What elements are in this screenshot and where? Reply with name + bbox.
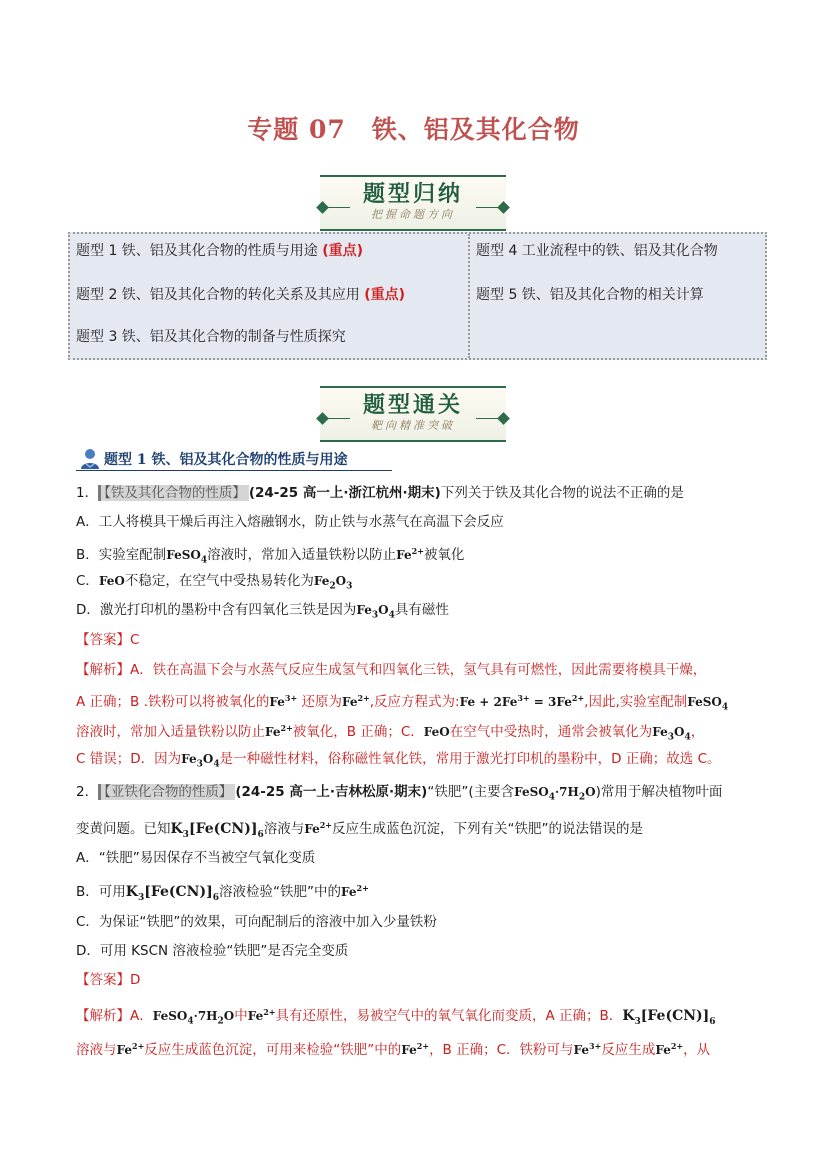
- q2-option-b[interactable]: B．可用$K_3[Fe(CN)]_6$溶液检验“铁肥”中的$Fe^{2+}$: [76, 883, 369, 903]
- type-item-2[interactable]: [76, 284, 405, 304]
- section-banner-practice: [314, 386, 512, 438]
- type-item-1[interactable]: [76, 240, 363, 260]
- q1-explanation-line: 溶液时，常加入适量铁粉以防止$Fe^{2+}$被氧化，B 正确；C．FeO在空气中受热时，通常会被氧化为$Fe_3O_4$，: [76, 723, 705, 743]
- key-badge: (重点): [364, 287, 406, 303]
- q1-source: (24-25 高一上·浙江杭州·期末): [248, 485, 441, 501]
- q1-answer: 【答案】C: [76, 632, 140, 648]
- q2-explanation-line: 溶液与$Fe^{2+}$反应生成蓝色沉淀，可用来检验“铁肥”中的$Fe^{2+}$，B 正确；C．铁粉可与$Fe^{3+}$反应生成$Fe^{2+}$，从: [76, 1041, 711, 1058]
- q2-tag: 【亚铁化合物的性质】: [98, 784, 235, 800]
- banner-line: [476, 418, 498, 419]
- type-label: 题型 3 铁、铝及其化合物的制备与性质探究: [76, 329, 346, 345]
- section-underline: [76, 470, 392, 471]
- banner-title: 题型归纳: [362, 182, 463, 207]
- q2-explanation-line: 【解析】A．$FeSO_4\cdot 7H_2O$中$Fe^{2+}$具有还原性，易被空气中的氧气氧化而变质，A 正确；B．$K_3[Fe(CN)]_6$: [76, 1007, 716, 1027]
- q1-tag: 【铁及其化合物的性质】: [98, 485, 249, 501]
- student-icon: [78, 447, 102, 471]
- q2-option-d[interactable]: D．可用 KSCN 溶液检验“铁肥”是否完全变质: [76, 943, 349, 959]
- banner-title: 题型通关: [362, 393, 463, 418]
- q2-option-c[interactable]: C．为保证“铁肥”的效果，可向配制后的溶液中加入少量铁粉: [76, 914, 437, 930]
- type-summary-box: [68, 232, 767, 360]
- type-label: 题型 5 铁、铝及其化合物的相关计算: [476, 287, 704, 303]
- q1-option-d[interactable]: D．激光打印机的墨粉中含有四氧化三铁是因为$Fe_3O_4$具有磁性: [76, 602, 449, 621]
- banner-subtitle: 把握命题方向: [371, 208, 455, 221]
- type-item-5[interactable]: [476, 284, 704, 304]
- answer-value: D: [130, 972, 141, 988]
- q1-option-c[interactable]: C．FeO不稳定，在空气中受热易转化为$Fe_2O_3$: [76, 573, 353, 592]
- column-divider: [468, 234, 470, 358]
- q1-option-b[interactable]: B．实验室配制FeSO$_4$溶液时，常加入适量铁粉以防止$Fe^{2+}$被氧化: [76, 546, 465, 566]
- q1-explanation-line: 【解析】A．铁在高温下会与水蒸气反应生成氢气和四氧化三铁，氢气具有可燃性，因此需要将模具干燥，: [76, 662, 707, 678]
- q1-option-a[interactable]: A．工人将模具干燥后再注入熔融钢水，防止铁与水蒸气在高温下会反应: [76, 514, 504, 530]
- type-label: 题型 4 工业流程中的铁、铝及其化合物: [476, 243, 718, 259]
- type-item-4[interactable]: [476, 240, 718, 260]
- q2-stem: 2． 【亚铁化合物的性质】 (24-25 高一上·吉林松原·期末)“铁肥”(主要含$FeSO_4\cdot 7H_2O$)常用于解决植物叶面: [76, 784, 723, 803]
- banner-subtitle: 靶向精准突破: [371, 419, 455, 432]
- banner-line: [476, 207, 498, 208]
- page-title: 专题 07 铁、铝及其化合物: [247, 115, 580, 144]
- section-heading: [76, 446, 406, 472]
- answer-value: C: [130, 632, 140, 648]
- type-label: 题型 1 铁、铝及其化合物的性质与用途: [76, 243, 318, 259]
- q1-explanation-line: C 错误；D．因为$Fe_3O_4$是一种磁性材料，俗称磁性氧化铁，常用于激光打印机的墨粉中，D 正确；故选 C。: [76, 751, 721, 770]
- q1-explanation-line: A 正确；B .铁粉可以将被氧化的$Fe^{3+}$ 还原为$Fe^{2+}$,反应方程式为:Fe + $2Fe^{3+} = 3Fe^{2+}$,因此,实验室配制FeSO$_4$: [76, 693, 729, 713]
- q2-answer: 【答案】D: [76, 972, 141, 988]
- type-item-3[interactable]: [76, 326, 346, 346]
- key-badge: (重点): [322, 243, 364, 259]
- q2-source: (24-25 高一上·吉林松原·期末): [235, 784, 428, 800]
- section-title: 题型 1 铁、铝及其化合物的性质与用途: [104, 452, 348, 468]
- q2-stem-line2: 变黄问题。已知$K_3[Fe(CN)]_6$溶液与$Fe^{2+}$反应生成蓝色沉淀，下列有关“铁肥”的说法错误的是: [76, 820, 644, 840]
- q1-stem: 1． 【铁及其化合物的性质】 (24-25 高一上·浙江杭州·期末)下列关于铁及其化合物的说法不正确的是: [76, 485, 684, 501]
- section-banner-summary: [314, 175, 512, 227]
- type-label: 题型 2 铁、铝及其化合物的转化关系及其应用: [76, 287, 360, 303]
- q2-option-a[interactable]: A．“铁肥”易因保存不当被空气氧化变质: [76, 850, 316, 866]
